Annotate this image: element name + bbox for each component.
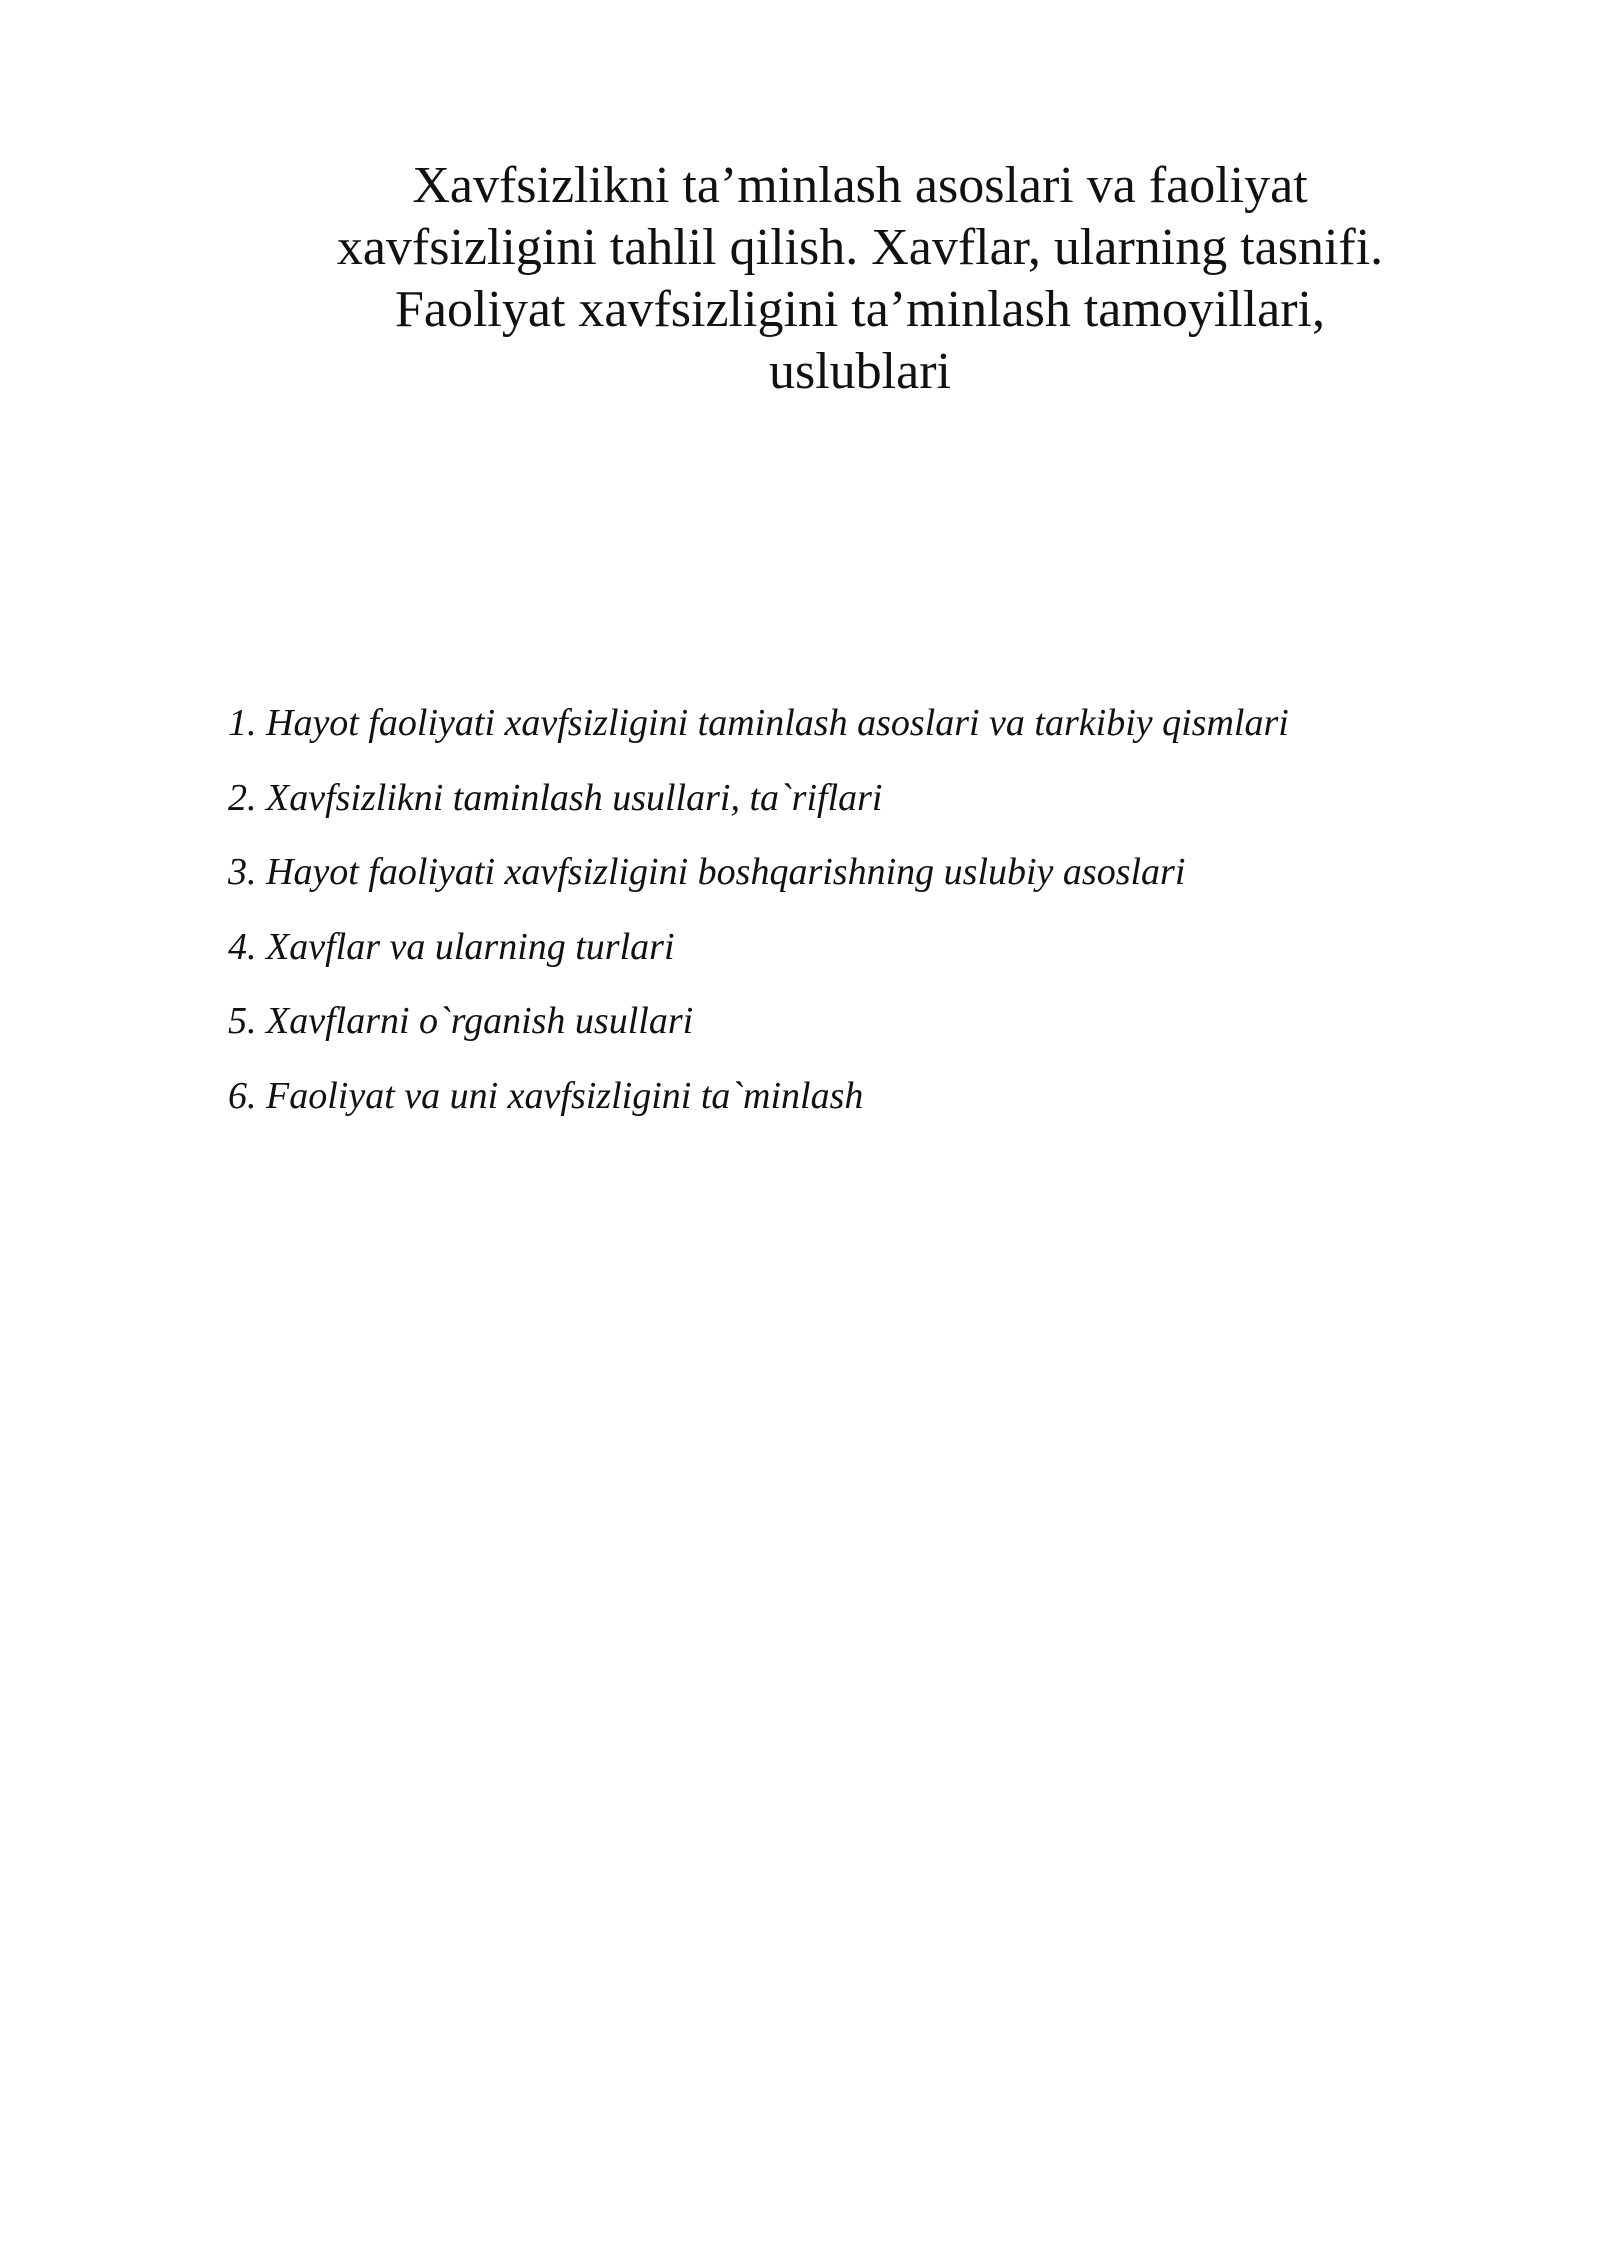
- topic-item: 1. Hayot faoliyati xavfsizligini taminlash asoslari va tarkibiy qismlari: [228, 702, 1289, 744]
- title-line: xavfsizligini tahlil qilish. Xavflar, ularning tasnifi.: [336, 219, 1384, 276]
- topic-item: 5. Xavflarni o`rganish usullari: [228, 1000, 694, 1042]
- title-line: Xavfsizlikni ta’minlash asoslari va faoliyat: [412, 157, 1308, 214]
- topic-item: 2. Xavfsizlikni taminlash usullari, ta`riflari: [228, 776, 883, 819]
- topic-item: 4. Xavflar va ularning turlari: [228, 925, 675, 968]
- title-line: uslublari: [769, 343, 951, 400]
- title-line: Faoliyat xavfsizligini ta’minlash tamoyillari,: [394, 281, 1326, 338]
- topic-item: 3. Hayot faoliyati xavfsizligini boshqarishning uslubiy asoslari: [228, 851, 1186, 893]
- page-title: [200, 155, 1520, 403]
- topics-list: [228, 686, 1289, 1133]
- topic-item: 6. Faoliyat va uni xavfsizligini ta`minlash: [228, 1074, 864, 1117]
